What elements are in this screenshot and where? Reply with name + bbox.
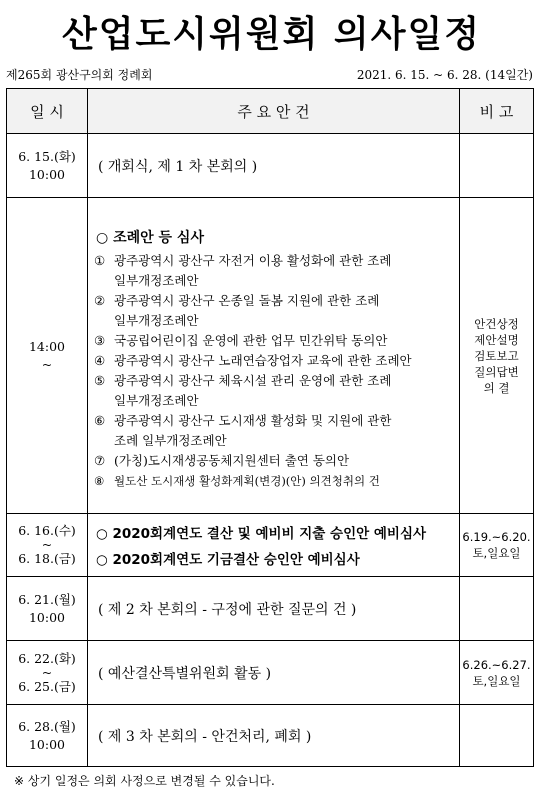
header-date: 일 시 — [7, 89, 88, 134]
item-number: ④ — [94, 352, 106, 368]
remark-line: 6.26.~6.27. — [462, 657, 531, 672]
date-text: 6. 16.(수) — [18, 523, 76, 538]
tilde-text: ~ — [41, 356, 53, 372]
item-text-cont: 일부개정조례안 — [114, 392, 199, 408]
agenda-line: ○ 2020회계연도 결산 및 예비비 지출 승인안 예비심사 — [96, 526, 427, 542]
item-text: 광주광역시 광산구 온종일 돌봄 지원에 관한 조례 — [114, 292, 380, 308]
time-text: 14:00 — [28, 338, 66, 354]
list-item — [94, 411, 459, 451]
item-number: ③ — [94, 332, 106, 348]
session-label: 제265회 광산구의회 정례회 — [6, 68, 153, 82]
list-item — [94, 371, 459, 411]
time-text: 10:00 — [28, 609, 66, 625]
item-text-cont: 일부개정조례안 — [114, 272, 199, 288]
item-text: 광주광역시 광산구 자전거 이용 활성화에 관한 조례 — [114, 252, 392, 268]
agenda-cell: ( 개회식, 제 1 차 본회의 ) — [88, 134, 460, 198]
header-agenda: 주 요 안 건 — [88, 89, 460, 134]
table-header-row — [7, 89, 534, 134]
page-title: 산업도시위원회 의사일정 — [61, 14, 482, 55]
list-item — [94, 291, 459, 331]
table-row — [7, 641, 534, 705]
table-row — [7, 134, 534, 198]
remark-line: 토,일요일 — [472, 546, 521, 560]
tilde-text: ~ — [41, 664, 53, 680]
list-item — [94, 471, 459, 491]
date-cell — [7, 577, 88, 641]
list-item — [94, 251, 459, 291]
remark-line: 의 결 — [483, 380, 510, 395]
remark-cell — [460, 577, 534, 641]
remark-line: 질의답변 — [474, 364, 519, 379]
table-row — [7, 198, 534, 514]
time-text: 10:00 — [28, 166, 66, 182]
date-cell — [7, 641, 88, 705]
item-text: (가칭)도시재생공동체지원센터 출연 동의안 — [114, 452, 350, 468]
footer-note: ※ 상기 일정은 의회 사정으로 변경될 수 있습니다. — [14, 774, 275, 788]
item-number: ① — [94, 252, 106, 268]
agenda-cell — [88, 514, 460, 577]
date-text: 6. 15.(화) — [18, 148, 76, 164]
item-text-cont: 조례 일부개정조례안 — [114, 432, 227, 448]
item-number: ② — [94, 292, 106, 308]
remark-line: 토,일요일 — [472, 673, 521, 688]
date-cell — [7, 705, 88, 767]
remark-cell — [460, 705, 534, 767]
item-number: ⑦ — [94, 452, 106, 468]
date-text: 6. 25.(금) — [18, 678, 76, 694]
remark-cell — [460, 198, 534, 514]
date-text: 6. 28.(월) — [18, 718, 76, 734]
item-number: ⑥ — [94, 412, 106, 428]
schedule-table — [6, 88, 534, 767]
item-text-cont: 일부개정조례안 — [114, 312, 199, 328]
table-row — [7, 705, 534, 767]
date-cell — [7, 514, 88, 577]
agenda-cell — [88, 198, 460, 514]
list-item — [94, 451, 459, 471]
list-item — [94, 351, 459, 371]
date-cell — [7, 198, 88, 514]
item-number: ⑤ — [94, 372, 106, 388]
remark-cell — [460, 641, 534, 705]
remark-line: 6.19.~6.20. — [462, 530, 531, 544]
period-label: 2021. 6. 15. ~ 6. 28. (14일간) — [356, 68, 533, 82]
agenda-cell: ( 제 2 차 본회의 - 구정에 관한 질문의 건 ) — [88, 577, 460, 641]
list-item — [94, 331, 459, 351]
table-row — [7, 577, 534, 641]
item-number: ⑧ — [94, 473, 105, 488]
time-text: 10:00 — [28, 736, 66, 752]
header-remark: 비 고 — [460, 89, 534, 134]
remark-line: 검토보고 — [474, 348, 519, 363]
remark-line: 제안설명 — [474, 332, 519, 347]
agenda-line: ○ 2020회계연도 기금결산 승인안 예비심사 — [96, 552, 360, 568]
date-text: 6. 22.(화) — [18, 650, 76, 666]
date-text: 6. 21.(월) — [18, 591, 76, 607]
table-row — [7, 514, 534, 577]
tilde-text: ~ — [41, 537, 53, 552]
agenda-cell: ( 제 3 차 본회의 - 안건처리, 폐회 ) — [88, 705, 460, 767]
agenda-heading: ○ 조례안 등 심사 — [96, 229, 204, 246]
date-cell — [7, 134, 88, 198]
date-text: 6. 18.(금) — [18, 551, 76, 566]
item-text: 월도산 도시재생 활성화계획(변경)(안) 의견청취의 건 — [114, 473, 380, 488]
remark-line: 안건상정 — [474, 316, 519, 331]
remark-cell — [460, 134, 534, 198]
item-text: 광주광역시 광산구 도시재생 활성화 및 지원에 관한 — [114, 412, 392, 428]
agenda-cell: ( 예산결산특별위원회 활동 ) — [88, 641, 460, 705]
item-text: 광주광역시 광산구 체육시설 관리 운영에 관한 조례 — [114, 372, 392, 388]
remark-cell — [460, 514, 534, 577]
item-text: 국공립어린이집 운영에 관한 업무 민간위탁 동의안 — [114, 332, 388, 348]
item-text: 광주광역시 광산구 노래연습장업자 교육에 관한 조례안 — [114, 352, 412, 368]
